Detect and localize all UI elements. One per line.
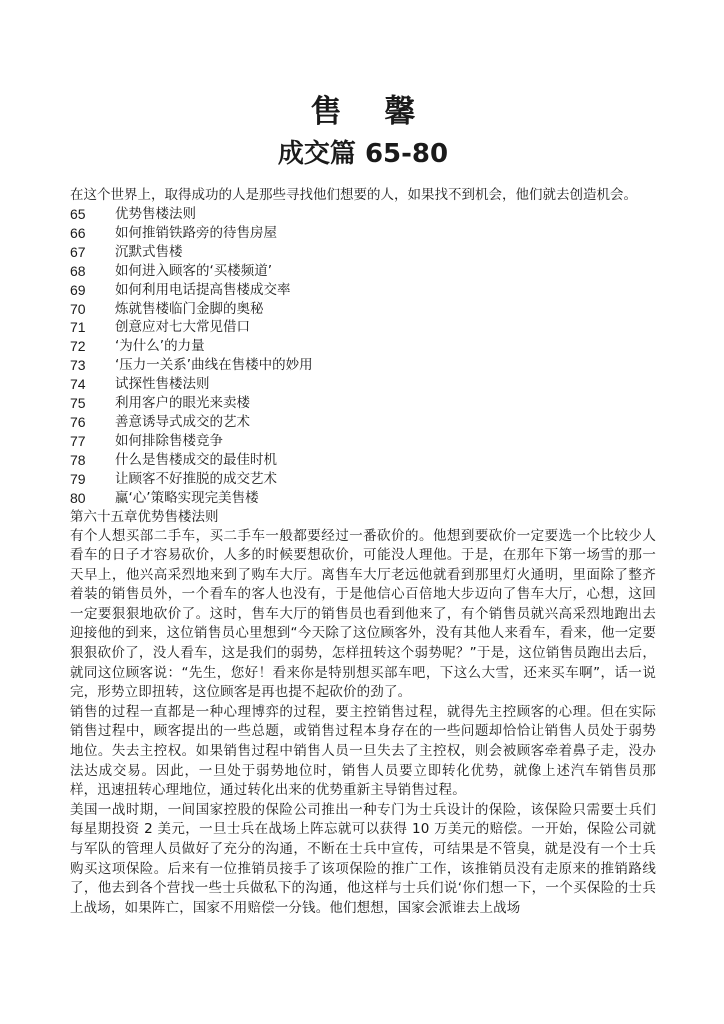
- toc-title: 沉默式售楼: [115, 243, 183, 260]
- toc-title: 如何利用电话提高售楼成交率: [115, 281, 291, 298]
- document-page: [70, 92, 656, 918]
- table-of-contents: [70, 205, 656, 508]
- toc-number: 73: [70, 357, 86, 374]
- toc-title: 炼就售楼临门金脚的奥秘: [115, 300, 264, 317]
- toc-number: 78: [70, 451, 86, 468]
- intro-paragraph: 在这个世界上，取得成功的人是那些寻找他们想要的人，如果找不到机会，他们就去创造机会。: [70, 187, 637, 203]
- toc-number: 79: [70, 470, 86, 487]
- toc-number: 80: [70, 489, 86, 506]
- body-paragraph: 有个人想买部二手车，买二手车一般都要经过一番砍价的。他想到要砍价一定要选一个比较少人看车的日子才容易砍价，人多的时候要想砍价，可能没人理他。于是，在那年下第一场雪的那一天早上，他兴高采烈地来到了购车大厅。离售车大厅老远他就看到那里灯火通明，里面除了整齐着装的销售员外，一个看车的客人也没有，于是他信心百倍地大步迈向了售车大厅，心想，这回一定要狠狠地砍价了。这时，售车大厅的销售员也看到他来了，有个销售员就兴高采烈地跑出去迎接他的到来，这位销售员心里想到“今天除了这位顾客外，没有其他人来看车，看来，他一定要狠狠砍价了，没人看车，这是我们的弱势，怎样扭转这个弱势呢？”于是，这位销售员跑出去后，就同这位顾客说：“先生，您好！看来你是特别想买部车吧，下这么大雪，还来买车啊”，话一说完，形势立即扭转，这位顾客是再也提不起砍价的劲了。: [70, 527, 656, 701]
- toc-item: [70, 205, 656, 224]
- toc-title: 试探性售楼法则: [115, 376, 210, 393]
- toc-title: 善意诱导式成交的艺术: [115, 413, 250, 430]
- toc-item: [70, 489, 656, 508]
- toc-number: 67: [70, 243, 86, 260]
- toc-item: [70, 375, 656, 394]
- toc-item: [70, 262, 656, 281]
- toc-number: 76: [70, 413, 86, 430]
- toc-title: 如何排除售楼竞争: [115, 432, 223, 449]
- toc-title: 什么是售楼成交的最佳时机: [115, 451, 277, 468]
- toc-number: 72: [70, 338, 86, 355]
- chapter-heading: 第六十五章优势售楼法则: [70, 508, 219, 525]
- toc-item: [70, 356, 656, 375]
- toc-item: [70, 337, 656, 356]
- document-title: 售 馨: [310, 94, 432, 130]
- toc-number: 65: [70, 206, 86, 222]
- toc-item: [70, 432, 656, 451]
- toc-title: 优势售楼法则: [115, 206, 196, 222]
- toc-title: 让顾客不好推脱的成交艺术: [115, 470, 277, 487]
- toc-number: 77: [70, 432, 86, 449]
- toc-title: ‘压力一关系’曲线在售楼中的妙用: [115, 357, 313, 374]
- toc-number: 74: [70, 376, 86, 393]
- toc-title: 利用客户的眼光来卖楼: [115, 395, 250, 412]
- toc-title: 赢‘心’策略实现完美售楼: [115, 489, 259, 506]
- toc-title: ‘为什么’的力量: [115, 338, 205, 355]
- toc-number: 66: [70, 224, 86, 241]
- toc-title: 创意应对七大常见借口: [115, 319, 250, 336]
- body-paragraph: 美国一战时期，一间国家控股的保险公司推出一种专门为士兵设计的保险，该保险只需要士兵们每星期投资 2 美元，一旦士兵在战场上阵忘就可以获得 10 万美元的赔偿。一开始，保险公司就与军队的管理人员做好了充分的沟通，不断在士兵中宣传，可结果是不管臭，就是没有一个士兵购买这项保险。后来有一位推销员接手了该项保险的推广工作，该推销员没有走原来的推销路线了，他去到各个营找一些士兵做私下的沟通，他这样与士兵们说‘你们想一下，一个买保险的士兵上战场，如果阵亡，国家不用赔偿一分钱。他们想想，国家会派谁去上战场: [70, 801, 656, 916]
- body-paragraph: 销售的过程一直都是一种心理博弈的过程，要主控销售过程，就得先主控顾客的心理。但在实际销售过程中，顾客提出的一些总题，或销售过程本身存在的一些问题却恰恰让销售人员处于弱势地位。失去主控权。如果销售过程中销售人员一旦失去了主控权，则会被顾客牵着鼻子走，没办法达成交易。因此，一旦处于弱势地位时，销售人员要立即转化优势，就像上述汽车销售员那样，迅速扭转心理地位，通过转化出来的优势重新主导销售过程。: [70, 703, 656, 799]
- toc-number: 70: [70, 300, 86, 317]
- toc-number: 75: [70, 395, 86, 412]
- toc-title: 如何进入顾客的‘买楼频道’: [115, 262, 273, 279]
- toc-item: [70, 300, 656, 319]
- toc-item: [70, 394, 656, 413]
- toc-item: [70, 281, 656, 300]
- toc-item: [70, 243, 656, 262]
- toc-item: [70, 318, 656, 337]
- toc-item: [70, 413, 656, 432]
- toc-item: [70, 470, 656, 489]
- toc-number: 69: [70, 281, 86, 298]
- toc-item: [70, 451, 656, 470]
- toc-number: 71: [70, 319, 86, 336]
- toc-number: 68: [70, 262, 86, 279]
- toc-item: [70, 224, 656, 243]
- toc-title: 如何推销铁路旁的待售房屋: [115, 224, 277, 241]
- document-subtitle: 成交篇 65-80: [277, 139, 449, 169]
